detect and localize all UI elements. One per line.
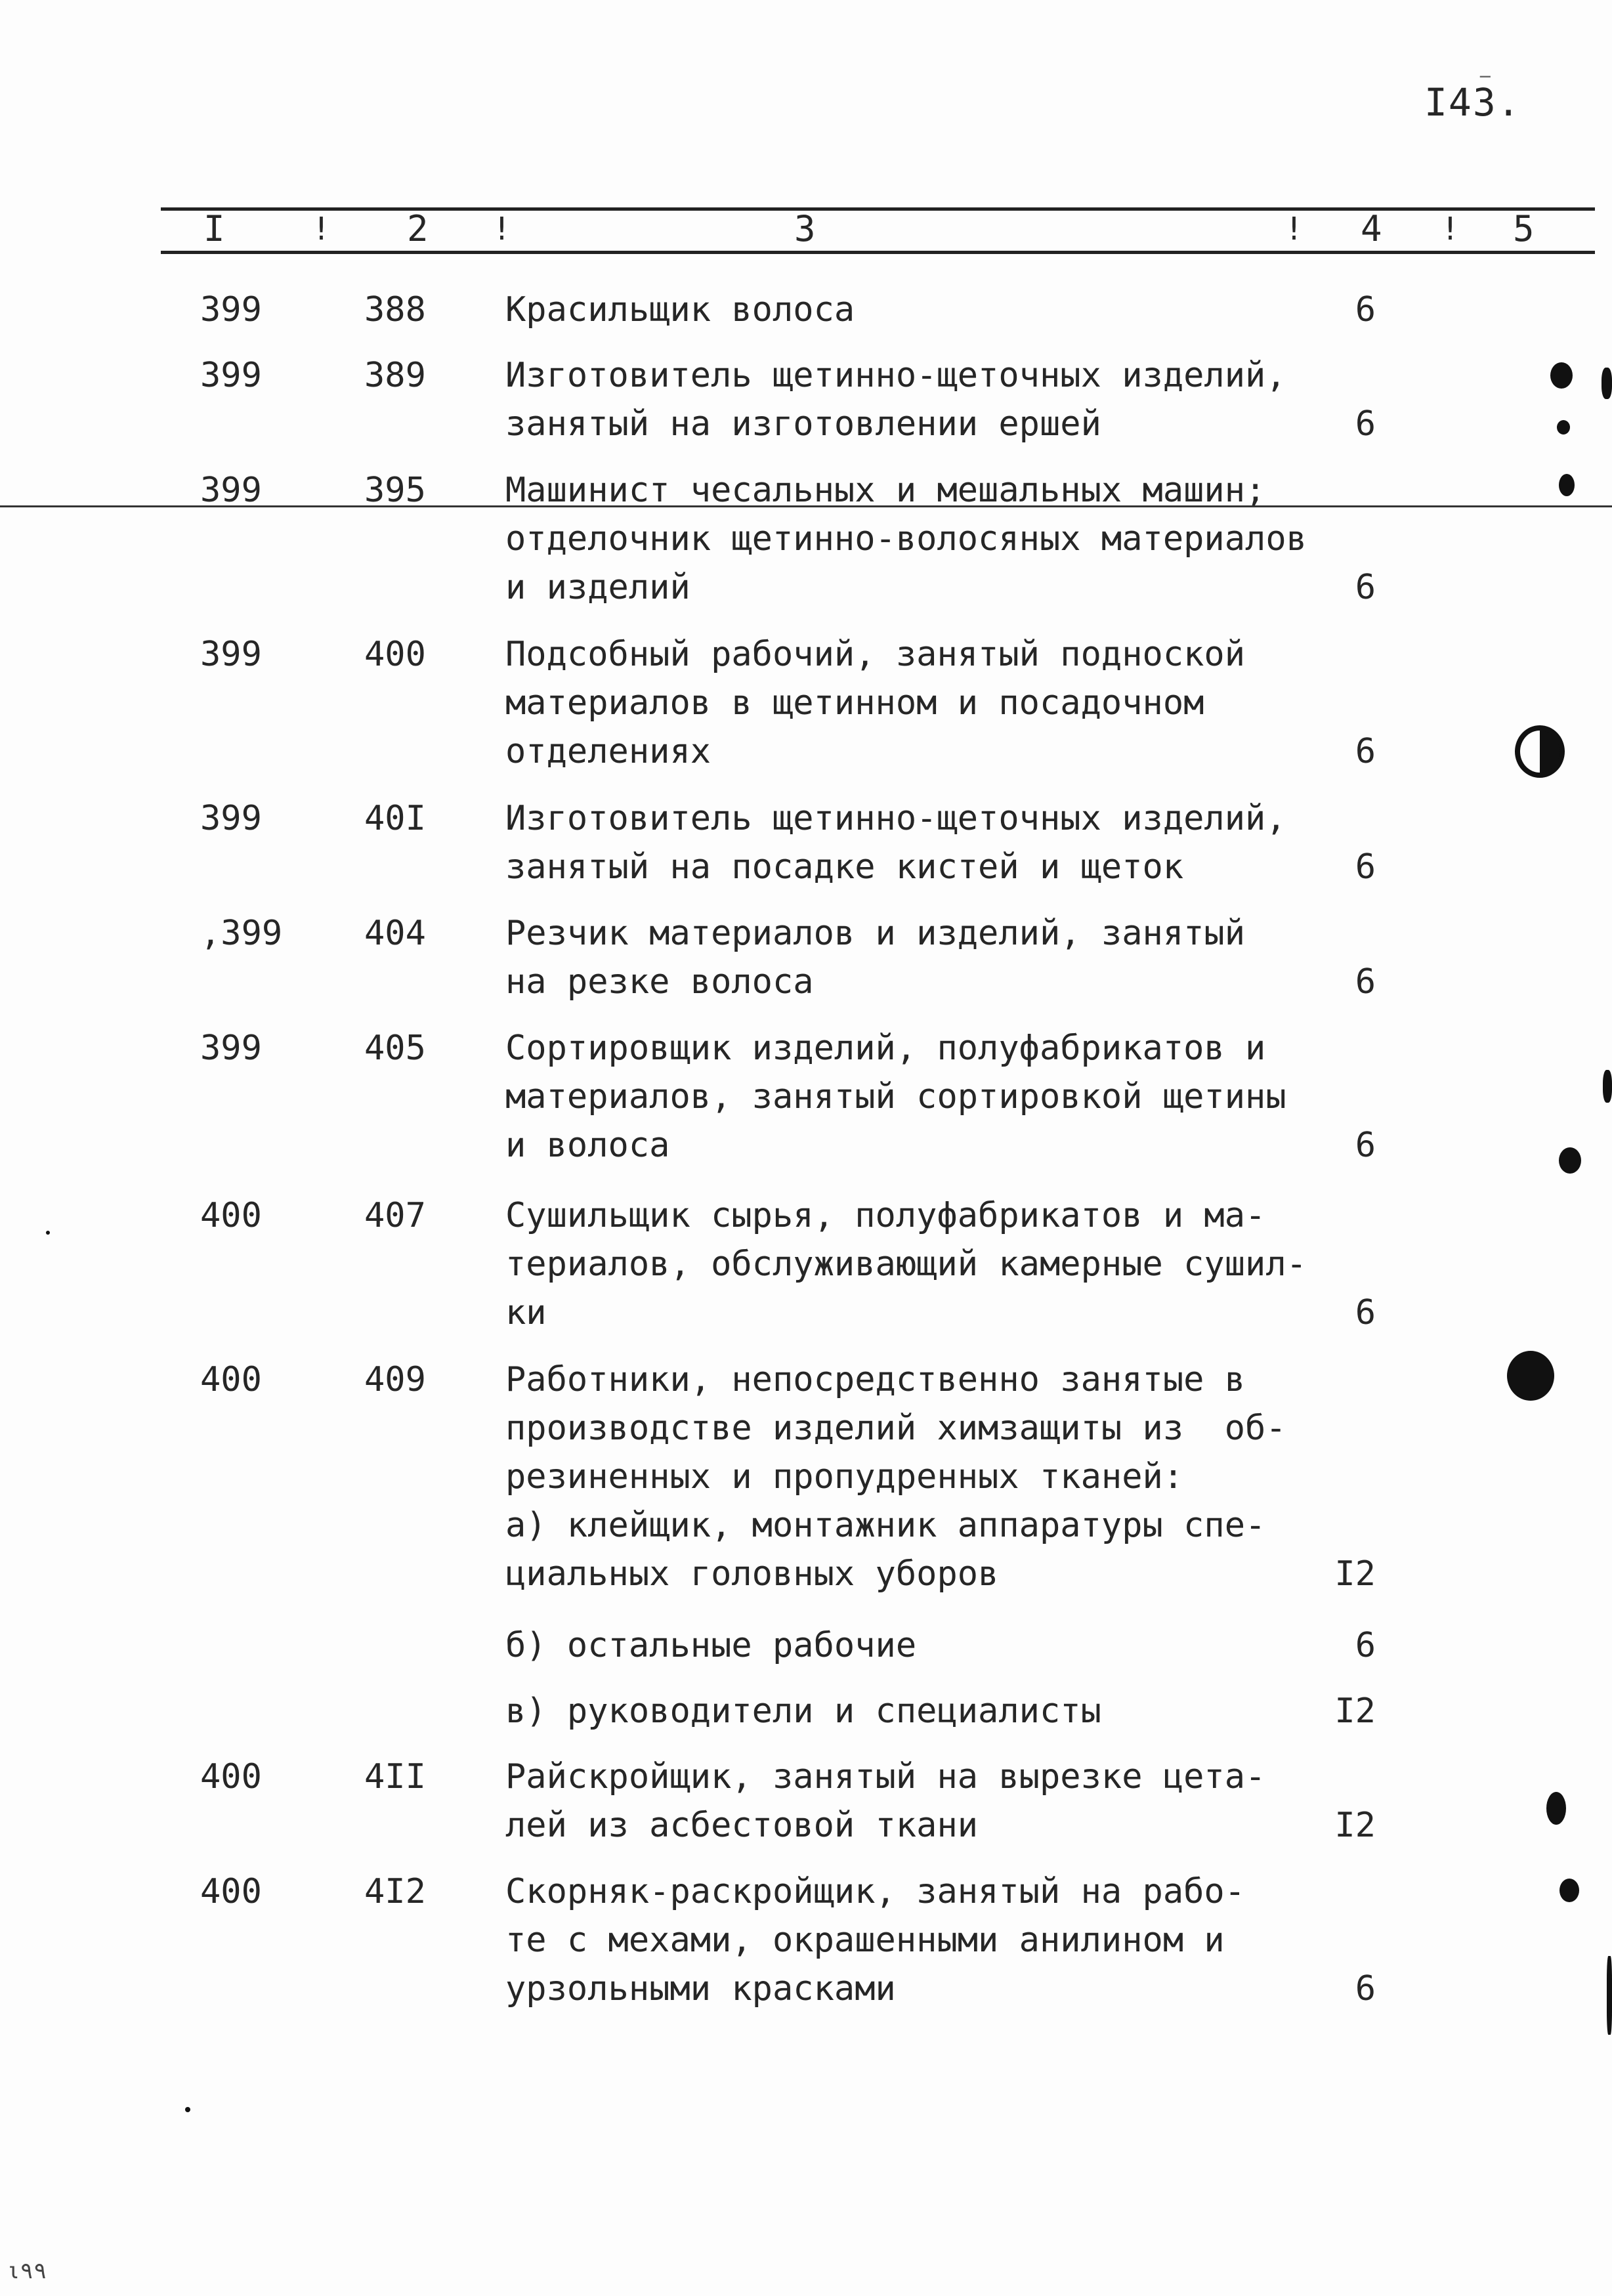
code-1: 399 <box>200 1029 262 1068</box>
value-column-4: 6 <box>1355 1293 1376 1332</box>
description-line: занятый на изготовлении ершей <box>505 404 1101 444</box>
header-separator: ! <box>1284 211 1304 247</box>
description-line: Сушильщик сырья, полуфабрикатов и ма- <box>505 1196 1266 1235</box>
occupation-description <box>505 1867 1245 2013</box>
value-column-4: 6 <box>1355 732 1376 771</box>
hole-punch-mark <box>1507 1351 1554 1401</box>
occupation-description <box>505 1355 1286 1598</box>
description-line: материалов, занятый сортировкой щетины <box>505 1077 1286 1116</box>
description-line: Красильщик волоса <box>505 290 855 330</box>
header-col-1: I <box>203 208 225 249</box>
code-2: 404 <box>364 914 426 953</box>
ink-spot <box>1557 420 1570 435</box>
table-row <box>0 1621 1612 1670</box>
table-row <box>0 794 1612 891</box>
value-column-4: 6 <box>1355 962 1376 1002</box>
code-2: 4II <box>364 1757 426 1796</box>
description-line: Изготовитель щетинно-щеточных изделий, <box>505 799 1286 838</box>
code-1: 399 <box>200 635 262 674</box>
description-line: Райскройщик, занятый на вырезке цета- <box>505 1757 1266 1796</box>
description-line: Сортировщик изделий, полуфабрикатов и <box>505 1029 1266 1068</box>
code-2: 407 <box>364 1196 426 1235</box>
code-2: 400 <box>364 635 426 674</box>
description-line: отделочник щетинно-волосяных материалов <box>505 519 1307 559</box>
description-line: занятый на посадке кистей и щеток <box>505 847 1184 887</box>
ink-spot <box>1546 1792 1566 1825</box>
header-separator: ! <box>312 211 331 247</box>
description-line: териалов, обслуживающий камерные сушил- <box>505 1244 1307 1284</box>
description-line: отделениях <box>505 732 711 771</box>
ink-spot <box>1607 1956 1612 2035</box>
occupation-description <box>505 466 1307 612</box>
code-1: 400 <box>200 1872 262 1911</box>
code-2: 388 <box>364 290 426 330</box>
description-line: и изделий <box>505 568 690 607</box>
occupation-description <box>505 794 1286 891</box>
description-line: Резчик материалов и изделий, занятый <box>505 914 1246 953</box>
description-line: те с мехами, окрашенными анилином и <box>505 1921 1225 1960</box>
code-2: 40I <box>364 799 426 838</box>
code-2: 405 <box>364 1029 426 1068</box>
description-line: и волоса <box>505 1126 670 1165</box>
ink-spot <box>1603 1070 1612 1103</box>
table-row <box>0 909 1612 1006</box>
code-1: 400 <box>200 1360 262 1399</box>
table-row <box>0 1355 1612 1598</box>
value-column-4: I2 <box>1334 1806 1376 1845</box>
occupation-description <box>505 1687 1101 1735</box>
description-line: материалов в щетинном и посадочном <box>505 683 1204 723</box>
value-column-4: 6 <box>1355 1626 1376 1665</box>
code-2: 389 <box>364 356 426 395</box>
code-1: 399 <box>200 471 262 510</box>
value-column-4: 6 <box>1355 568 1376 607</box>
description-line: ки <box>505 1293 547 1332</box>
stamp-tick: ـ <box>1480 62 1491 82</box>
description-line: циальных головных уборов <box>505 1554 999 1594</box>
strike-line <box>0 505 1612 507</box>
description-line: б) остальные рабочие <box>505 1626 917 1665</box>
description-line: а) клейщик, монтажник аппаратуры спе- <box>505 1506 1266 1545</box>
margin-mark: ι٩٩ <box>7 2258 47 2284</box>
description-line: Скорняк-раскройщик, занятый на рабо- <box>505 1872 1246 1911</box>
ink-speck <box>46 1231 50 1235</box>
occupation-description <box>505 1621 916 1670</box>
header-col-5: 5 <box>1513 208 1535 249</box>
description-line: Машинист чесальных и мешальных машин; <box>505 471 1266 510</box>
ink-spot <box>1559 1879 1579 1902</box>
value-column-4: I2 <box>1334 1691 1376 1731</box>
header-separator: ! <box>1441 211 1460 247</box>
occupation-description <box>505 286 855 334</box>
description-line: лей из асбестовой ткани <box>505 1806 979 1845</box>
value-column-4: 6 <box>1355 1126 1376 1165</box>
header-col-4: 4 <box>1361 208 1382 249</box>
hole-punch-mark <box>1515 725 1565 778</box>
table-row <box>0 286 1612 334</box>
value-column-4: 6 <box>1355 404 1376 444</box>
ink-spot <box>1559 474 1575 496</box>
header-col-3: 3 <box>794 208 816 249</box>
value-column-4: 6 <box>1355 290 1376 330</box>
code-1: 399 <box>200 356 262 395</box>
page-number: I43. <box>1424 80 1521 125</box>
header-col-2: 2 <box>407 208 429 249</box>
description-line: Подсобный рабочий, занятый подноской <box>505 635 1246 674</box>
description-line: в) руководители и специалисты <box>505 1691 1101 1731</box>
code-1: 400 <box>200 1196 262 1235</box>
ink-spot <box>1550 362 1573 389</box>
table-row <box>0 466 1612 612</box>
table-row <box>0 1191 1612 1337</box>
description-line: на резке волоса <box>505 962 814 1002</box>
table-row <box>0 351 1612 448</box>
value-column-4: 6 <box>1355 847 1376 887</box>
description-line: Работники, непосредственно занятые в <box>505 1360 1246 1399</box>
code-1: 399 <box>200 290 262 330</box>
occupation-description <box>505 1024 1286 1170</box>
value-column-4: 6 <box>1355 1969 1376 2009</box>
ink-spot <box>1559 1147 1581 1174</box>
code-1: ,399 <box>200 914 283 953</box>
code-2: 4I2 <box>364 1872 426 1911</box>
table-row <box>0 1867 1612 2013</box>
occupation-description <box>505 630 1245 776</box>
table-row <box>0 1687 1612 1735</box>
table-row <box>0 1024 1612 1170</box>
description-line: Изготовитель щетинно-щеточных изделий, <box>505 356 1286 395</box>
occupation-description <box>505 1191 1307 1337</box>
description-line: производстве изделий химзащиты из об- <box>505 1409 1286 1448</box>
ink-spot <box>1601 368 1612 399</box>
code-2: 409 <box>364 1360 426 1399</box>
occupation-description <box>505 351 1286 448</box>
occupation-description <box>505 909 1245 1006</box>
ink-speck <box>185 2107 190 2112</box>
description-line: урзольными красками <box>505 1969 896 2009</box>
header-separator: ! <box>492 211 511 247</box>
occupation-description <box>505 1753 1265 1850</box>
code-1: 399 <box>200 799 262 838</box>
table-row <box>0 630 1612 776</box>
table-row <box>0 1753 1612 1850</box>
code-1: 400 <box>200 1757 262 1796</box>
description-line: резиненных и пропудренных тканей: <box>505 1457 1184 1497</box>
value-column-4: I2 <box>1334 1554 1376 1594</box>
code-2: 395 <box>364 471 426 510</box>
